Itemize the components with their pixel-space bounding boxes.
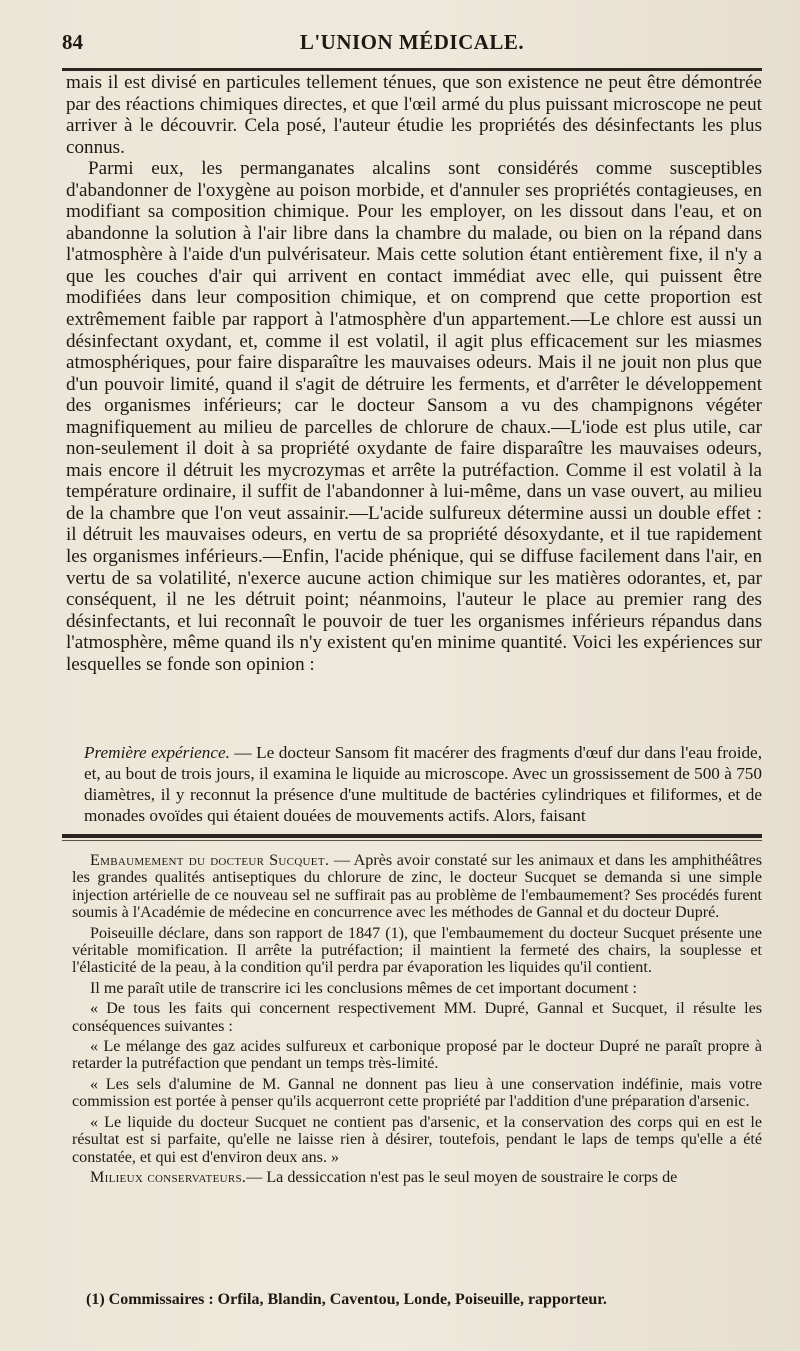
section-heading-milieux: Milieux conservateurs. <box>90 1168 247 1186</box>
feuilleton <box>72 852 762 1189</box>
feuilleton-paragraph-5: « Le mélange des gaz acides sulfureux et carbonique proposé par le docteur Dupré ne paraît propre à retarder la putréfaction que pendant un temps très-limité. <box>72 1038 762 1073</box>
section-heading-embaumement: Embaumement du docteur Sucquet. <box>90 852 330 869</box>
feuilleton-paragraph-4: « De tous les faits qui concernent respectivement MM. Dupré, Gannal et Sucquet, il résulte les conséquences suivantes : <box>72 1000 762 1035</box>
footnote: (1) Commissaires : Orfila, Blandin, Caventou, Londe, Poiseuille, rapporteur. <box>86 1291 607 1308</box>
experiment-paragraph <box>84 742 762 826</box>
page-number: 84 <box>62 30 83 54</box>
feuilleton-text-8: — La dessiccation n'est pas le seul moyen de soustraire le corps de <box>246 1168 678 1186</box>
journal-title: L'UNION MÉDICALE. <box>299 30 525 54</box>
main-article <box>66 72 762 675</box>
feuilleton-rule <box>62 834 762 838</box>
feuilleton-paragraph-6: « Les sels d'alumine de M. Gannal ne donnent pas lieu à une conservation indéfinie, mais votre commission est portée à penser qu'ils acquerront cette propriété par l'addition d'une préparation d'arsenic. <box>72 1075 762 1111</box>
feuilleton-paragraph-2: Poiseuille déclare, dans son rapport de 1847 (1), que l'embaumement du docteur Sucquet présente une véritable momification. Il arrête la putréfaction; il maintient la fermeté des chairs, la souplesse et l'élasticité de la peau, à la condition qu'il perdra par évaporation les liquides qu'il contient. <box>72 924 762 977</box>
header-rule <box>62 68 762 71</box>
experiment-label: Première expérience. <box>84 743 230 762</box>
feuilleton-text-1: — Après avoir constaté sur les animaux et dans les amphithéâtres les grandes qualités antiseptiques du chlorure de zinc, le docteur Sucquet se demanda si une simple injection artérielle de ce nouveau sel ne suffirait pas au problème de l'embaumement? Ses procédés furent soumis à l'Académie de médecine en concurrence avec les méthodes de Gannal et du docteur Dupré. <box>72 852 762 922</box>
feuilleton-paragraph-7: « Le liquide du docteur Sucquet ne contient pas d'arsenic, et la conservation des corps qui en est le résultat est si parfaite, qu'elle ne laisse rien à désirer, toutefois, pendant le laps de temps qu'elle a été constatée, et qui est d'environ deux ans. » <box>72 1113 762 1166</box>
feuilleton-paragraph-8 <box>72 1169 762 1186</box>
feuilleton-paragraph-3: Il me paraît utile de transcrire ici les conclusions mêmes de cet important document : <box>90 979 638 997</box>
page-header <box>62 30 762 60</box>
paragraph-2: Parmi eux, les permanganates alcalins sont considérés comme susceptibles d'abandonner de l'oxygène au poison morbide, et d'annuler ses propriétés contagieuses, en modifiant sa composition chimique. Pour les employer, on les dissout dans l'eau, et on abandonne la solution à l'air libre dans la chambre du malade, ou bien on la répand dans l'atmosphère à l'aide d'un pulvérisateur. Mais cette solution étant entièrement fixe, il n'y a que les couches d'air qui arrivent en contact immédiat avec elle, qui puissent être modifiées dans leur composition chimique, et on comprend que cette proportion est extrêmement faible par rapport à l'atmosphère d'un appartement.—Le chlore est aussi un désinfectant oxydant, et, comme il est volatil, il agit plus efficacement sur les miasmes atmosphériques, pour faire disparaître les mauvaises odeurs. Mais il ne jouit non plus que d'un pouvoir limité, quand il s'agit de détruire les ferments, et d'arrêter le développement des organismes inférieurs; car le docteur Sansom a vu des champignons végéter magnifiquement au milieu de parcelles de chlorure de chaux.—L'iode est plus utile, car non-seulement il doit à sa propriété oxydante de faire disparaître les mauvaises odeurs, mais encore il détruit les mycrozymas et arrête la putréfaction. Comme il est volatil à la température ordinaire, il suffit de l'abandonner à lui-même, dans un vase ouvert, au milieu de la chambre que l'on veut assainir.—L'acide sulfureux détermine aussi un double effet : il détruit les mauvaises odeurs, en vertu de sa propriété désoxydante, et il tue rapidement les organismes inférieurs.—Enfin, l'acide phénique, qui se diffuse facilement dans l'air, en vertu de sa volatilité, n'exerce aucune action chimique sur les matières odorantes, et, par conséquent, il ne les détruit point; néanmoins, l'auteur le place au premier rang des désinfectants, et lui reconnaît le pouvoir de tuer les organismes inférieurs répandus dans l'atmosphère, même quand ils n'y existent qu'en minime quantité. Voici les expériences sur lesquelles se fonde son opinion : <box>66 158 762 675</box>
feuilleton-rule-thin <box>62 840 762 841</box>
experiment-text: — Le docteur Sansom fit macérer des fragments d'œuf dur dans l'eau froide, et, au bout de trois jours, il examina le liquide au microscope. Avec un grossissement de 500 à 750 diamètres, il y reconnut la présence d'une multitude de bactéries cylindriques et filiformes, et de monades ovoïdes qui étaient douées de mouvements actifs. Alors, faisant <box>84 743 762 825</box>
paragraph-1: mais il est divisé en particules tellement ténues, que son existence ne peut être démontrée par des réactions chimiques directes, et que l'œil armé du plus puissant microscope ne peut arriver à le découvrir. Cela posé, l'auteur étudie les propriétés des désinfectants les plus connus. <box>66 72 762 158</box>
feuilleton-paragraph-1 <box>72 852 762 922</box>
